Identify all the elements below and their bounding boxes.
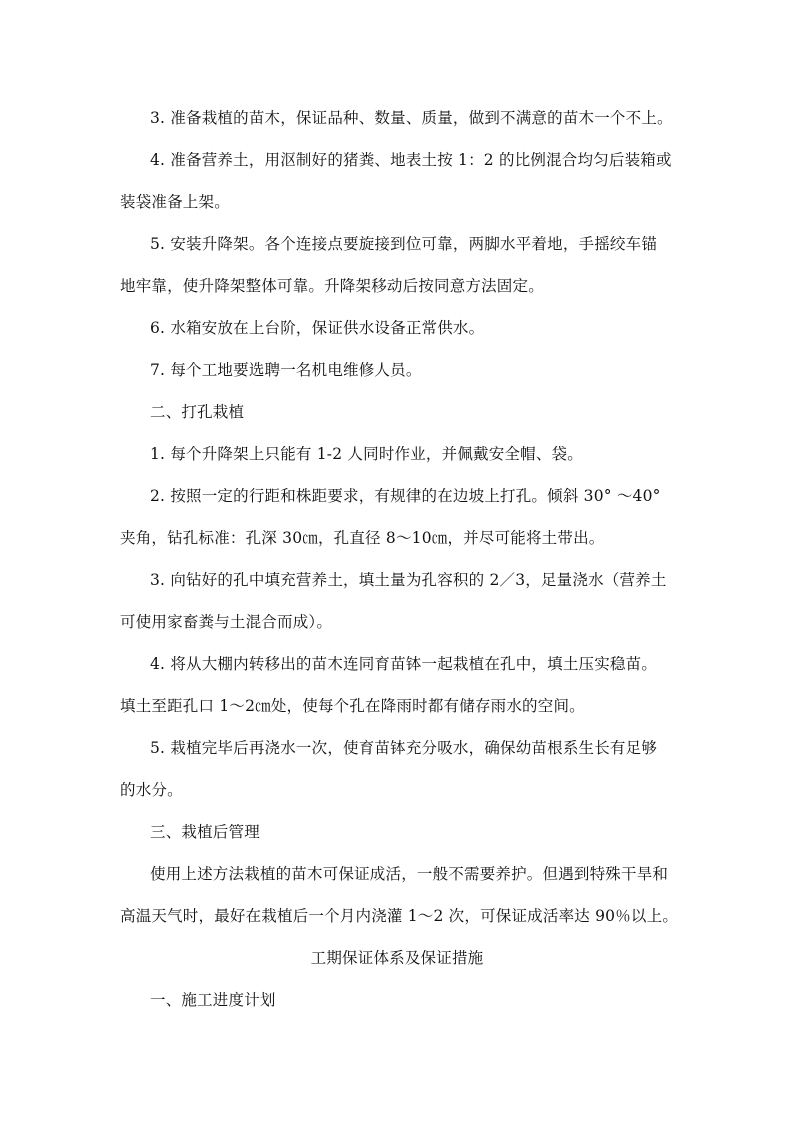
paragraph-item-7-electrician: 7. 每个工地要选聘一名机电维修人员。 [150,361,422,379]
paragraph-drill-item-5-continuation: 的水分。 [120,781,183,799]
paragraph-item-3-prep-seedlings: 3. 准备栽植的苗木，保证品种、数量、质量，做到不满意的苗木一个不上。 [150,109,673,127]
section-heading-drilling-planting: 二、打孔栽植 [150,403,245,421]
paragraph-drill-item-2: 2. 按照一定的行距和株距要求，有规律的在边坡上打孔。倾斜 30° ～40° [150,487,661,505]
paragraph-drill-item-1: 1. 每个升降架上只能有 1-2 人同时作业，并佩戴安全帽、袋。 [150,445,583,463]
paragraph-drill-item-2-continuation: 夹角，钻孔标准：孔深 30㎝，孔直径 8～10㎝，并尽可能将土带出。 [120,529,605,547]
paragraph-drill-item-3-continuation: 可使用家畜粪与土混合而成）。 [120,613,333,631]
paragraph-post-planting: 使用上述方法栽植的苗木可保证成活，一般不需要养护。但遇到特殊干旱和 [150,865,669,883]
section-heading-schedule: 一、施工进度计划 [150,991,276,1009]
paragraph-drill-item-3: 3. 向钻好的孔中填充营养土，填土量为孔容积的 2／3，足量浇水（营养土 [150,571,667,589]
paragraph-item-4-continuation: 装袋准备上架。 [120,193,230,211]
paragraph-item-4-nutrient-soil: 4. 准备营养土，用沤制好的猪粪、地表土按 1：2 的比例混合均匀后装箱或 [150,151,672,169]
paragraph-item-5-install-lift: 5. 安装升降架。各个连接点要旋接到位可靠，两脚水平着地，手摇绞车锚 [150,235,658,253]
paragraph-drill-item-4: 4. 将从大棚内转移出的苗木连同育苗钵一起栽植在孔中，填土压实稳苗。 [150,655,658,673]
document-section-title: 工期保证体系及保证措施 [310,949,484,967]
paragraph-drill-item-5: 5. 栽植完毕后再浇水一次，使育苗钵充分吸水，确保幼苗根系生长有足够 [150,739,658,757]
paragraph-item-5-continuation: 地牢靠，使升降架整体可靠。升降架移动后按同意方法固定。 [120,277,544,295]
section-heading-post-planting: 三、栽植后管理 [150,823,260,841]
paragraph-drill-item-4-continuation: 填土至距孔口 1～2㎝处，使每个孔在降雨时都有储存雨水的空间。 [120,697,585,715]
paragraph-post-planting-continuation: 高温天气时，最好在栽植后一个月内浇灌 1～2 次，可保证成活率达 90％以上。 [120,907,679,925]
paragraph-item-6-water-tank: 6. 水箱安放在上台阶，保证供水设备正常供水。 [150,319,485,337]
